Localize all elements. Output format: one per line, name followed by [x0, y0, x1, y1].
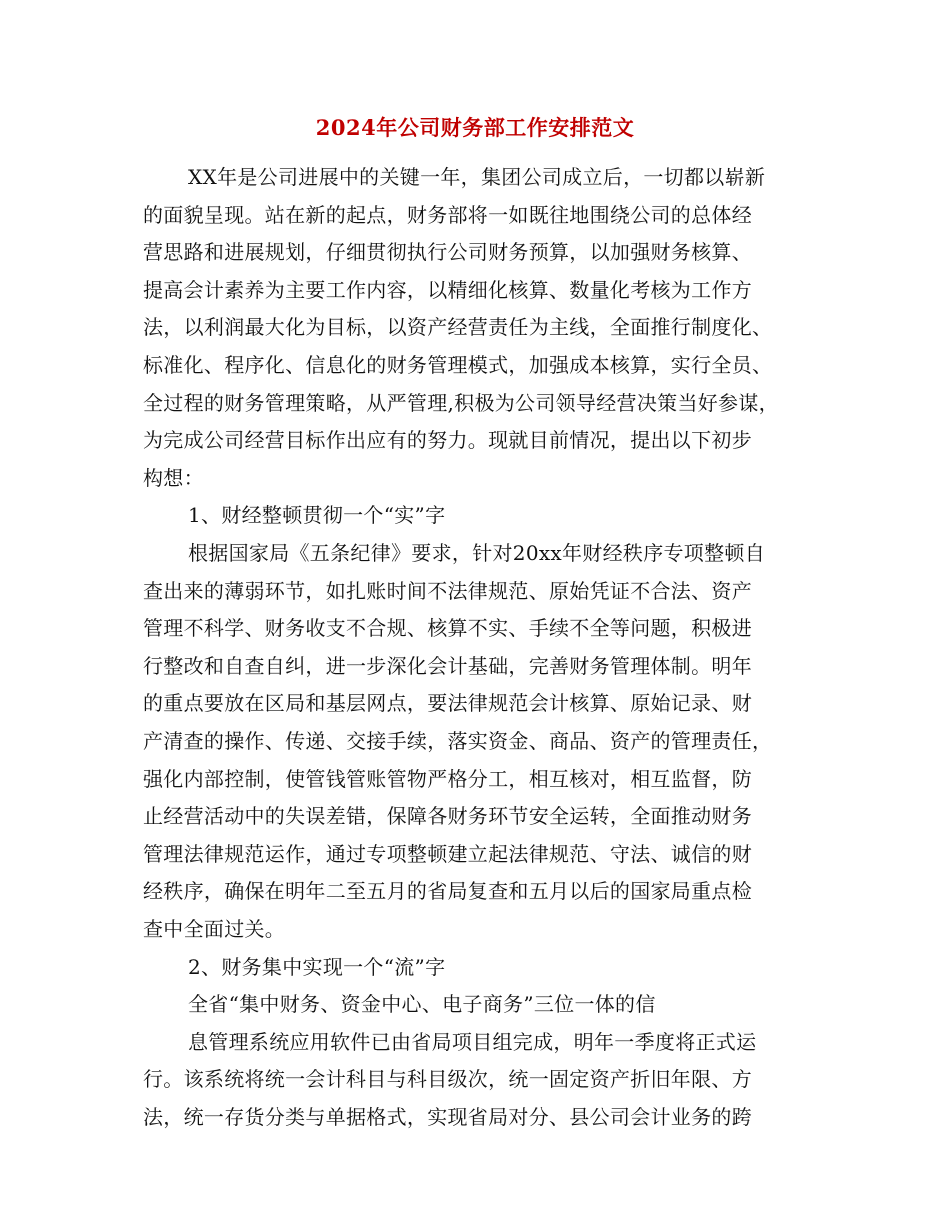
text-line: 经秩序，确保在明年二至五月的省局复查和五月以后的国家局重点检 [143, 879, 752, 904]
text-line: 法，以利润最大化为目标，以资产经营责任为主线，全面推行制度化、 [143, 315, 773, 340]
text-line: 构想： [143, 465, 204, 490]
text-line: 为完成公司经营目标作出应有的努力。现就目前情况，提出以下初步 [143, 428, 752, 453]
text-line: 查出来的薄弱环节，如扎账时间不法律规范、原始凭证不合法、资产 [143, 578, 752, 603]
text-line: 的重点要放在区局和基层网点，要法律规范会计核算、原始记录、财 [143, 691, 752, 716]
text-line: 管理法律规范运作，通过专项整顿建立起法律规范、守法、诚信的财 [143, 841, 752, 866]
text-line: 产清查的操作、传递、交接手续，落实资金、商品、资产的管理责任， [143, 729, 773, 753]
text-line: 全过程的财务管理策略，从严管理,积极为公司领导经营决策当好参谋， [143, 390, 779, 415]
text-line: 根据国家局《五条纪律》要求，针对20xx年财经秩序专项整顿自 [188, 541, 766, 565]
text-line: 行。该系统将统一会计科目与科目级次，统一固定资产折旧年限、方 [143, 1067, 752, 1092]
text-line: 营思路和进展规划，仔细贯彻执行公司财务预算，以加强财务核算、 [143, 240, 752, 265]
document-title: 2024年公司财务部工作安排范文 [315, 115, 635, 140]
text-line: 止经营活动中的失误差错，保障各财务环节安全运转，全面推动财务 [143, 804, 752, 829]
text-line: 行整改和自查自纠，进一步深化会计基础，完善财务管理体制。明年 [143, 653, 752, 678]
text-line: 查中全面过关。 [143, 917, 286, 941]
text-line: 标准化、程序化、信息化的财务管理模式，加强成本核算，实行全员、 [143, 353, 773, 377]
text-line: 的面貌呈现。站在新的起点，财务部将一如既往地围绕公司的总体经 [143, 202, 752, 227]
text-line: 全省“集中财务、资金中心、电子商务”三位一体的信 [188, 992, 656, 1017]
text-line: 强化内部控制，使管钱管账管物严格分工，相互核对，相互监督，防 [143, 766, 752, 791]
text-line: 1、财经整顿贯彻一个“实”字 [188, 503, 446, 528]
text-line: 法，统一存货分类与单据格式，实现省局对分、县公司会计业务的跨 [143, 1105, 752, 1129]
text-line: 2、财务集中实现一个“流”字 [188, 954, 446, 979]
text-line: 息管理系统应用软件已由省局项目组完成，明年一季度将正式运 [188, 1029, 757, 1054]
text-line: XX年是公司进展中的关键一年，集团公司成立后，一切都以崭新 [188, 165, 766, 189]
text-line: 管理不科学、财务收支不合规、核算不实、手续不全等问题，积极进 [143, 616, 752, 641]
text-line: 提高会计素养为主要工作内容，以精细化核算、数量化考核为工作方 [143, 277, 752, 302]
